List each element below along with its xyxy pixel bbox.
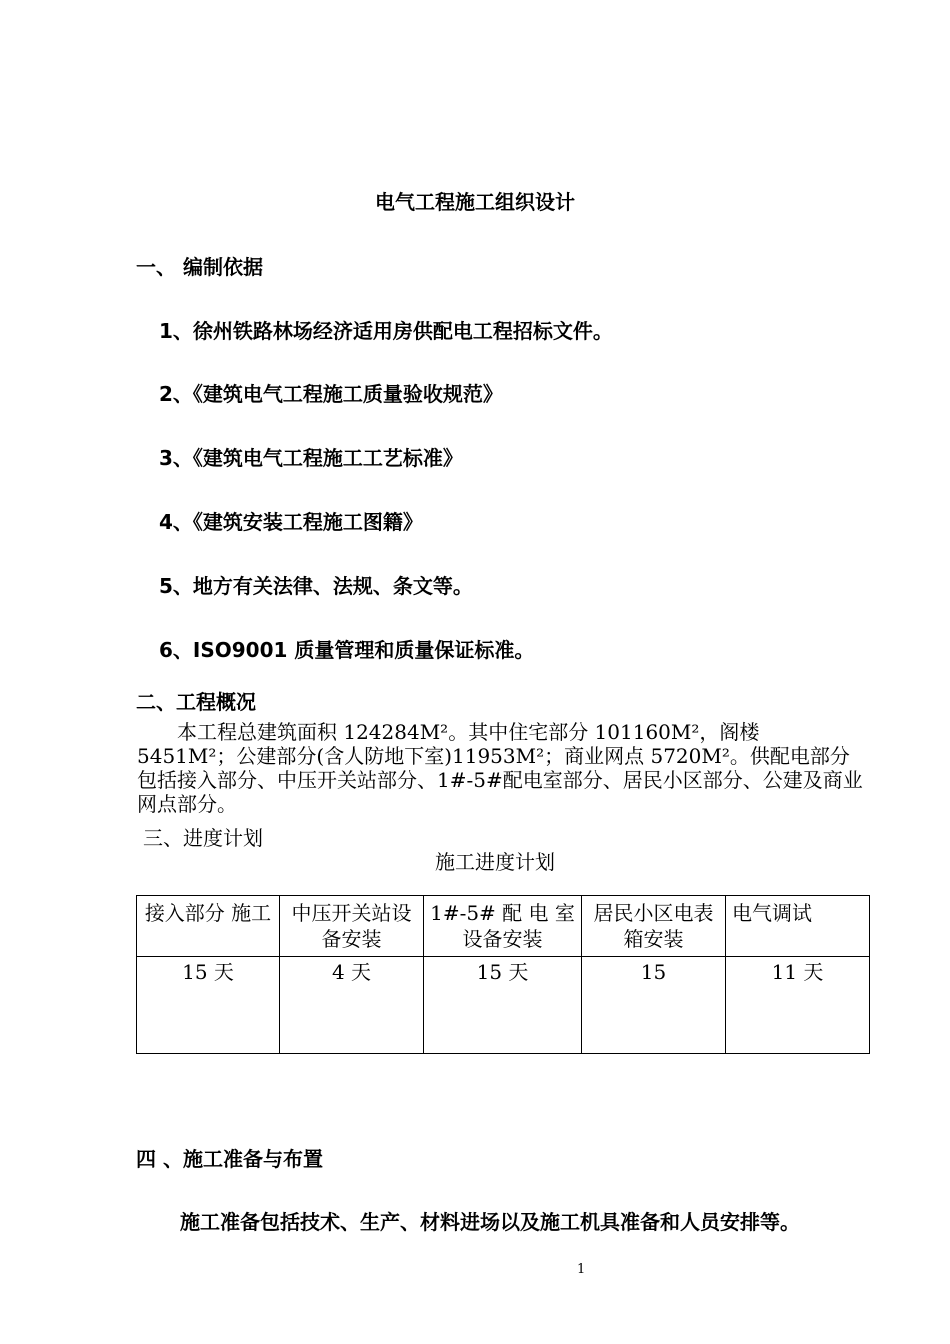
table-header-cell: 居民小区电表箱安装 xyxy=(582,896,726,957)
table-header-cell: 中压开关站设备安装 xyxy=(280,896,424,957)
reference-item: 1、徐州铁路林场经济适用房供配电工程招标文件。 xyxy=(159,319,613,343)
section-heading-schedule: 三、进度计划 xyxy=(143,826,263,850)
section-heading-preparation: 四 、施工准备与布置 xyxy=(136,1147,323,1171)
reference-item: 4、《建筑安装工程施工图籍》 xyxy=(159,510,423,534)
section-heading-basis: 一、 编制依据 xyxy=(136,255,263,279)
section-heading-overview: 二、工程概况 xyxy=(136,690,256,714)
table-row xyxy=(137,957,870,1054)
table-cell: 11 天 xyxy=(726,957,870,1054)
reference-item: 2、《建筑电气工程施工质量验收规范》 xyxy=(159,382,503,406)
table-cell: 15 天 xyxy=(424,957,582,1054)
table-header-cell: 电气调试 xyxy=(726,896,870,957)
reference-item: 6、ISO9001 质量管理和质量保证标准。 xyxy=(159,638,535,662)
preparation-paragraph: 施工准备包括技术、生产、材料进场以及施工机具准备和人员安排等。 xyxy=(180,1210,800,1234)
table-header-cell: 接入部分 施工 xyxy=(137,896,280,957)
table-cell: 15 天 xyxy=(137,957,280,1054)
reference-item: 5、地方有关法律、法规、条文等。 xyxy=(159,574,473,598)
table-cell: 15 xyxy=(582,957,726,1054)
document-title: 电气工程施工组织设计 xyxy=(375,190,575,214)
table-header-cell: 1#-5# 配 电 室 设备安装 xyxy=(424,896,582,957)
reference-item: 3、《建筑电气工程施工工艺标准》 xyxy=(159,446,463,470)
page-number: 1 xyxy=(577,1262,586,1277)
schedule-table xyxy=(136,895,870,1054)
table-cell: 4 天 xyxy=(280,957,424,1054)
table-header-row xyxy=(137,896,870,957)
table-caption: 施工进度计划 xyxy=(435,850,555,874)
overview-paragraph: 本工程总建筑面积 124284M²。其中住宅部分 101160M²，阁楼 5451M²；公建部分(含人防地下室)11953M²；商业网点 5720M²。供配电部分包括接入部分、中压开关站部分、1#-5#配电室部分、居民小区部分、公建及商业网点部分。 xyxy=(137,720,863,816)
